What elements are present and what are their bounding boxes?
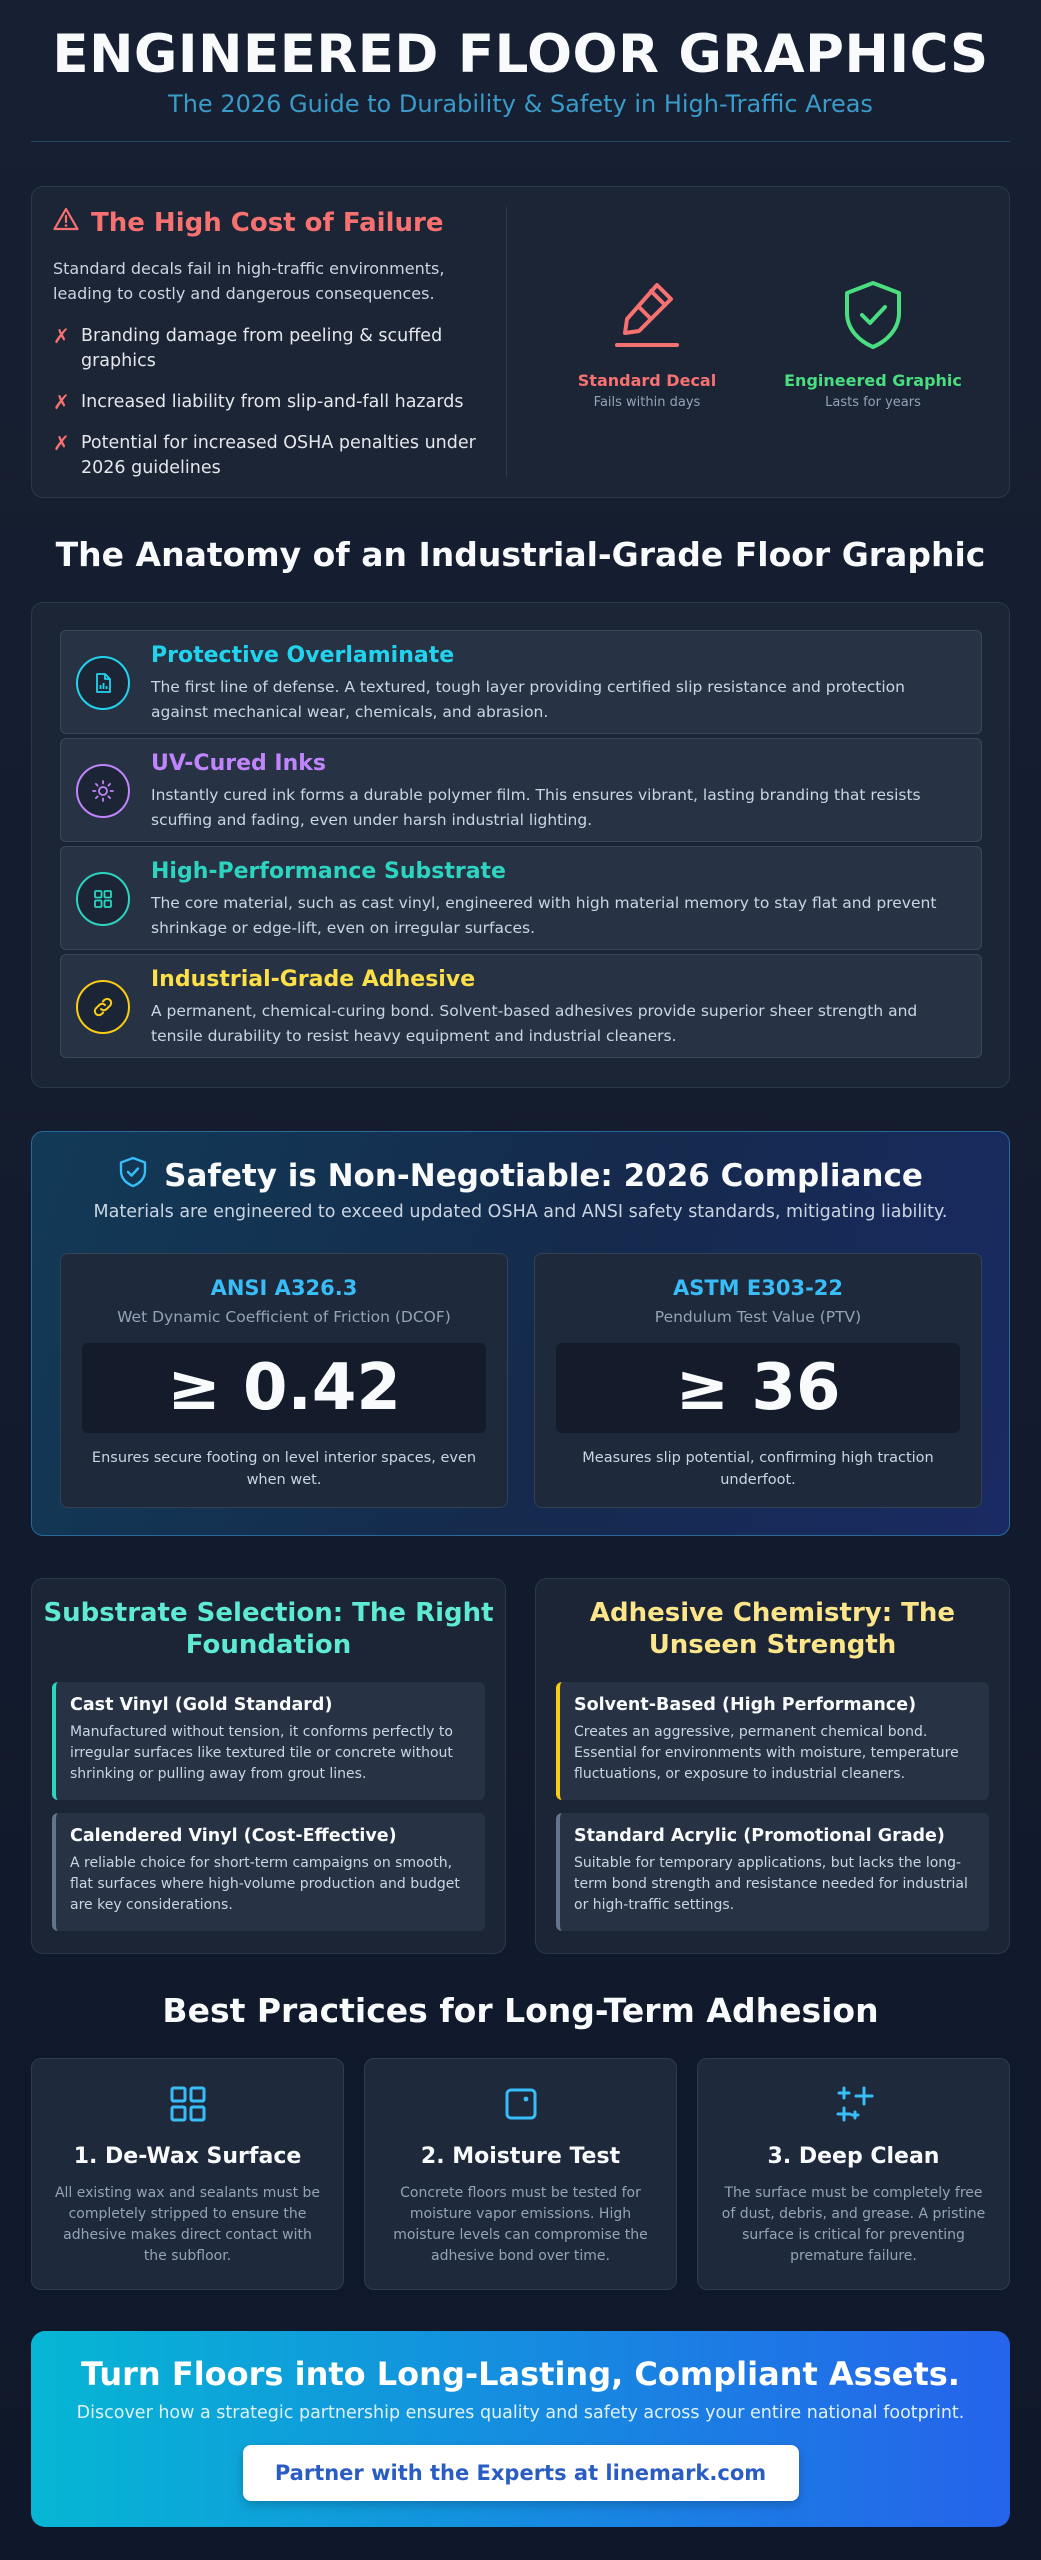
substrate-title: Substrate Selection: The Right Foundation xyxy=(43,1598,494,1660)
card-note: Ensures secure footing on level interior spaces, even when wet. xyxy=(91,1450,477,1488)
failure-heading xyxy=(53,207,503,238)
step-card xyxy=(364,2058,677,2290)
option-desc: A reliable choice for short-term campaigns on smooth, flat surfaces where high-volume production and budget are key considerations. xyxy=(70,1855,460,1913)
partner-button[interactable]: Partner with the Experts at linemark.com xyxy=(243,2445,799,2501)
layer-desc: The first line of defense. A textured, tough layer providing certified slip resistance and protection against mechanical wear, chemicals, and abrasion. xyxy=(151,678,905,721)
option-card xyxy=(52,1682,485,1800)
option-desc: Creates an aggressive, permanent chemical bond. Essential for environments with moisture, temperature fluctuations, or exposure to industrial cleaners. xyxy=(574,1724,959,1782)
compliance-title: Safety is Non-Negotiable: 2026 Compliance xyxy=(164,1158,923,1194)
option-title: Solvent-Based (High Performance) xyxy=(574,1695,917,1715)
document-chart-icon xyxy=(76,656,130,710)
standard-label: Standard Decal xyxy=(577,371,717,390)
sun-icon xyxy=(76,764,130,818)
page-subtitle: The 2026 Guide to Durability & Safety in High-Traffic Areas xyxy=(168,90,873,118)
x-mark-icon: ✗ xyxy=(53,390,70,414)
x-mark-icon: ✗ xyxy=(53,431,70,455)
step-card xyxy=(697,2058,1010,2290)
layer-title: Protective Overlaminate xyxy=(151,643,455,668)
failure-panel xyxy=(31,186,1010,498)
standard-sub: Fails within days xyxy=(593,395,701,410)
engineered-label: Engineered Graphic xyxy=(784,371,962,390)
practices-heading: Best Practices for Long-Term Adhesion xyxy=(162,1991,879,2030)
step-desc: All existing wax and sealants must be completely stripped to ensure the adhesive makes direct contact with the subfloor. xyxy=(54,2185,321,2264)
list-item: ✗ Increased liability from slip-and-fall hazards xyxy=(53,390,464,414)
adhesive-title: Adhesive Chemistry: The Unseen Strength xyxy=(589,1598,956,1660)
step-desc: The surface must be completely free of dust, debris, and grease. A pristine surface is critical for preventing premature failure. xyxy=(721,2185,986,2264)
list-item: ✗ Potential for increased OSHA penalties under 2026 guidelines xyxy=(53,431,503,481)
step-title: 3. Deep Clean xyxy=(767,2144,940,2169)
step-title: 1. De-Wax Surface xyxy=(73,2144,302,2169)
layer-title: High-Performance Substrate xyxy=(151,859,506,884)
cta-banner xyxy=(31,2331,1010,2527)
engineered-graphic xyxy=(773,277,973,410)
x-mark-icon: ✗ xyxy=(53,324,70,348)
anatomy-panel xyxy=(31,602,1010,1088)
step-desc: Concrete floors must be tested for moisture vapor emissions. High moisture levels can compromise the adhesive bond over time. xyxy=(393,2185,648,2264)
card-metric: Wet Dynamic Coefficient of Friction (DCOF) xyxy=(117,1308,451,1326)
card-note: Measures slip potential, confirming high traction underfoot. xyxy=(582,1450,934,1488)
page-title: ENGINEERED FLOOR GRAPHICS xyxy=(52,24,989,85)
option-desc: Suitable for temporary applications, but lacks the long-term bond strength and resistance needed for industrial or high-traffic settings. xyxy=(574,1855,968,1913)
layer-title: UV-Cured Inks xyxy=(151,751,326,776)
engineered-sub: Lasts for years xyxy=(825,395,921,410)
page-header xyxy=(31,22,1010,142)
cta-title: Turn Floors into Long-Lasting, Compliant Assets. xyxy=(81,2355,960,2393)
layer-adhesive xyxy=(60,954,982,1058)
warning-triangle-icon xyxy=(53,207,79,238)
layer-desc: A permanent, chemical-curing bond. Solvent-based adhesives provide superior sheer strength and tensile durability to resist heavy equipment and industrial cleaners. xyxy=(151,1002,918,1045)
layer-desc: The core material, such as cast vinyl, engineered with high material memory to stay flat and prevent shrinkage or edge-lift, even on irregular surfaces. xyxy=(151,894,937,937)
layer-substrate xyxy=(60,846,982,950)
compliance-panel xyxy=(31,1131,1010,1536)
option-title: Standard Acrylic (Promotional Grade) xyxy=(574,1826,945,1846)
failure-title: The High Cost of Failure xyxy=(91,207,444,238)
option-title: Cast Vinyl (Gold Standard) xyxy=(70,1695,333,1715)
option-card xyxy=(52,1813,485,1931)
moisture-sensor-icon xyxy=(501,2084,541,2124)
compliance-heading xyxy=(32,1156,1009,1196)
layer-overlaminate xyxy=(60,630,982,734)
grid-icon xyxy=(168,2084,208,2124)
card-metric: Pendulum Test Value (PTV) xyxy=(654,1308,862,1326)
option-card xyxy=(556,1813,989,1931)
grid-icon xyxy=(76,872,130,926)
failure-intro: Standard decals fail in high-traffic environments, leading to costly and dangerous consequences. xyxy=(53,259,445,303)
ansi-card xyxy=(60,1253,508,1508)
card-value: ≥ 0.42 xyxy=(82,1343,486,1433)
layer-desc: Instantly cured ink forms a durable polymer film. This ensures vibrant, lasting branding that resists scuffing and fading, even under harsh industrial lighting. xyxy=(151,786,921,829)
option-title: Calendered Vinyl (Cost-Effective) xyxy=(70,1826,397,1846)
card-standard: ASTM E303-22 xyxy=(672,1276,844,1300)
failure-list xyxy=(53,324,503,481)
option-desc: Manufactured without tension, it conforms perfectly to irregular surfaces like textured tile or concrete without shrinking or pulling away from grout lines. xyxy=(70,1724,453,1782)
option-card xyxy=(556,1682,989,1800)
compliance-subtitle: Materials are engineered to exceed updated OSHA and ANSI safety standards, mitigating liability. xyxy=(93,1202,948,1222)
astm-card xyxy=(534,1253,982,1508)
sparkle-clean-icon xyxy=(834,2084,874,2124)
standard-decal xyxy=(547,277,747,410)
layer-uv-inks xyxy=(60,738,982,842)
list-item: ✗ Branding damage from peeling & scuffed graphics xyxy=(53,324,503,374)
card-value: ≥ 36 xyxy=(556,1343,960,1433)
shield-check-icon xyxy=(118,1156,148,1196)
shield-check-icon xyxy=(835,338,911,357)
layer-title: Industrial-Grade Adhesive xyxy=(151,967,476,992)
link-icon xyxy=(76,980,130,1034)
step-card xyxy=(31,2058,344,2290)
adhesive-panel xyxy=(535,1578,1010,1954)
step-title: 2. Moisture Test xyxy=(420,2144,621,2169)
card-standard: ANSI A326.3 xyxy=(210,1276,358,1300)
anatomy-heading: The Anatomy of an Industrial-Grade Floor Graphic xyxy=(55,535,986,574)
substrate-panel xyxy=(31,1578,506,1954)
broken-pen-icon xyxy=(609,338,685,357)
cta-subtitle: Discover how a strategic partnership ensures quality and safety across your entire national footprint. xyxy=(76,2403,965,2423)
